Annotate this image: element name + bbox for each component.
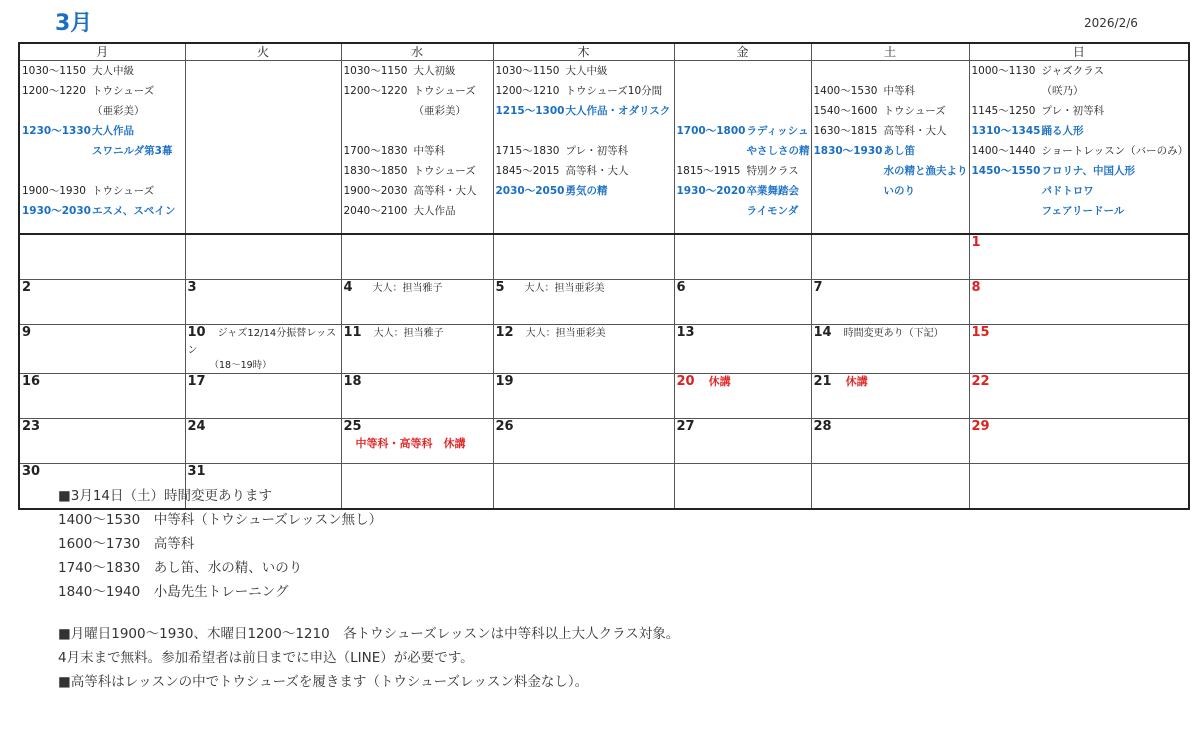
class-name: プレ・初等科	[565, 145, 629, 157]
schedule-entry	[342, 161, 493, 181]
class-name: プレ・初等科	[1041, 105, 1105, 117]
day-number: 12	[495, 325, 514, 340]
schedule-entry	[20, 81, 185, 101]
class-name: （亜彩美）	[413, 105, 466, 117]
day-number: 13	[676, 325, 695, 340]
class-name: 勇気の精	[565, 185, 608, 197]
class-time: 1845〜2015	[495, 165, 560, 177]
day-number: 3	[187, 280, 197, 295]
schedule-entry	[494, 61, 674, 81]
day-cell	[674, 280, 811, 325]
schedule-entry	[675, 141, 811, 161]
day-cell	[493, 325, 674, 374]
day-header	[812, 325, 969, 342]
class-time: 1540〜1600	[813, 105, 878, 117]
class-time: 1815〜1915	[676, 165, 741, 177]
weekly-schedule-row	[19, 61, 1189, 235]
day-number: 28	[813, 419, 832, 434]
calendar-week-row	[19, 280, 1189, 325]
day-cell	[341, 325, 493, 374]
weekday-header: 木	[493, 43, 674, 61]
day-header	[342, 280, 493, 297]
class-name: 卒業舞踏会	[746, 185, 799, 197]
day-header	[494, 374, 674, 390]
day-cancel-note: 中等科・高等科 休講	[355, 437, 466, 450]
class-name: トウシューズ	[413, 165, 476, 177]
day-number: 31	[187, 464, 206, 479]
schedule-entry	[20, 61, 185, 81]
class-time: 1030〜1150	[343, 65, 408, 77]
day-cell	[969, 234, 1189, 280]
class-name: ジャズクラス	[1041, 65, 1104, 77]
class-name: （亜彩美）	[92, 105, 145, 117]
schedule-cell	[19, 61, 185, 235]
day-number: 14	[813, 325, 832, 340]
schedule-cell	[341, 61, 493, 235]
weekday-header: 月	[19, 43, 185, 61]
class-name: 水の精と漁夫より	[883, 165, 968, 177]
day-cell	[674, 234, 811, 280]
schedule-entry	[675, 61, 811, 81]
schedule-entry	[675, 81, 811, 101]
schedule-entry	[970, 61, 1189, 81]
class-time: 1930〜2020	[676, 185, 746, 197]
schedule-cell	[493, 61, 674, 235]
day-note: 時間変更あり（下記）	[843, 328, 944, 339]
month-title: 3月	[55, 11, 93, 36]
schedule-entry	[675, 161, 811, 181]
class-name: ラディッシュ	[746, 125, 809, 137]
schedule-entry	[20, 141, 185, 161]
day-note: 休講	[845, 375, 868, 388]
schedule-entry	[812, 61, 969, 81]
class-time: 1830〜1930	[813, 145, 883, 157]
day-number: 16	[22, 374, 41, 389]
day-cell	[185, 325, 341, 374]
schedule-entry	[675, 101, 811, 121]
day-header	[20, 419, 185, 435]
class-time: 1215〜1300	[495, 105, 565, 117]
class-name: トウシューズ	[413, 85, 476, 97]
day-header	[970, 419, 1189, 435]
day-header	[970, 325, 1189, 341]
class-name: スワニルダ第3幕	[92, 145, 173, 157]
class-name: 踊る人形	[1041, 125, 1084, 137]
class-time: 1145〜1250	[971, 105, 1036, 117]
day-cell	[493, 280, 674, 325]
notes-line: 1400〜1530 中等科（トウシューズレッスン無し）	[58, 512, 383, 528]
class-name: 大人中級	[565, 65, 608, 77]
weekday-header: 金	[674, 43, 811, 61]
day-number: 30	[22, 464, 41, 479]
notes-spacer	[58, 604, 679, 622]
day-cell	[19, 374, 185, 419]
notes-line: ■月曜日1900〜1930、木曜日1200〜1210 各トウシューズレッスンは中等科以上大人クラス対象。	[58, 626, 680, 642]
class-name: フロリナ、中国人形	[1041, 165, 1136, 177]
schedule-entry	[812, 181, 969, 201]
day-number: 10	[187, 325, 206, 340]
schedule-entry	[342, 81, 493, 101]
day-cell	[811, 419, 969, 464]
schedule-entry	[20, 161, 185, 181]
day-header	[812, 419, 969, 435]
class-time: 1715〜1830	[495, 145, 560, 157]
day-cell	[969, 374, 1189, 419]
weekday-header: 土	[811, 43, 969, 61]
schedule-entry	[675, 121, 811, 141]
schedule-entry	[494, 201, 674, 221]
day-cell	[185, 234, 341, 280]
day-number: 25	[343, 419, 362, 434]
day-header	[812, 280, 969, 296]
notes-section	[58, 484, 679, 694]
calendar-week-row	[19, 234, 1189, 280]
day-number: 2	[22, 280, 32, 295]
class-time: 1630〜1815	[813, 125, 878, 137]
day-header	[494, 280, 674, 297]
day-cell	[341, 419, 493, 464]
class-time: 1900〜2030	[343, 185, 408, 197]
notes-line: 1740〜1830 あし笛、水の精、いのり	[58, 560, 303, 576]
class-time: 1230〜1330	[22, 125, 91, 137]
day-number: 11	[343, 325, 362, 340]
class-time: 1700〜1830	[343, 145, 408, 157]
schedule-cell	[674, 61, 811, 235]
notes-line: 1840〜1940 小島先生トレーニング	[58, 584, 289, 600]
schedule-entry	[675, 181, 811, 201]
day-cell	[19, 325, 185, 374]
day-header	[494, 325, 674, 342]
class-name: 中等科	[413, 145, 445, 157]
class-name: トウシューズ	[883, 105, 946, 117]
day-header	[186, 374, 341, 390]
day-header	[970, 235, 1189, 251]
day-header	[342, 325, 493, 342]
day-cell	[811, 234, 969, 280]
schedule-entry	[342, 141, 493, 161]
day-header	[675, 280, 811, 296]
day-cell	[19, 280, 185, 325]
calendar-week-row	[19, 374, 1189, 419]
schedule-entry	[342, 181, 493, 201]
schedule-entry	[342, 101, 493, 121]
day-cell	[185, 419, 341, 464]
day-cell	[185, 280, 341, 325]
class-name: 大人中級	[92, 65, 134, 77]
class-name: いのり	[883, 185, 915, 197]
day-number: 7	[813, 280, 823, 295]
day-header	[20, 374, 185, 390]
day-number: 20	[676, 374, 695, 389]
day-number: 18	[343, 374, 362, 389]
class-name: ショートレッスン（バーのみ）	[1041, 145, 1189, 157]
class-name: 高等科・大人	[565, 165, 629, 177]
day-header	[342, 374, 493, 390]
class-time: 1700〜1800	[676, 125, 746, 137]
day-number: 24	[187, 419, 206, 434]
calendar-table	[18, 42, 1190, 510]
schedule-entry	[20, 201, 185, 221]
schedule-entry	[494, 121, 674, 141]
day-number: 19	[495, 374, 514, 389]
day-cell	[19, 234, 185, 280]
schedule-entry	[812, 141, 969, 161]
schedule-entry	[812, 121, 969, 141]
schedule-entry	[20, 101, 185, 121]
day-number: 4	[343, 280, 353, 295]
schedule-entry	[812, 201, 969, 221]
day-number: 9	[22, 325, 32, 340]
day-header	[342, 419, 493, 435]
day-number: 17	[187, 374, 206, 389]
day-cell	[674, 464, 811, 510]
day-note: 大人：担当雅子	[373, 328, 444, 339]
day-header	[675, 419, 811, 435]
class-name: トウシューズ	[92, 85, 155, 97]
day-cell	[341, 374, 493, 419]
class-time: 1830〜1850	[343, 165, 408, 177]
class-time: 2040〜2100	[343, 205, 408, 217]
schedule-entry	[812, 161, 969, 181]
day-cell	[493, 419, 674, 464]
day-header	[675, 374, 811, 390]
notes-line: ■高等科はレッスンの中でトウシューズを履きます（トウシューズレッスン料金なし）。	[58, 674, 589, 690]
day-number: 5	[495, 280, 505, 295]
schedule-entry	[20, 181, 185, 201]
schedule-entry	[675, 201, 811, 221]
schedule-entry	[494, 161, 674, 181]
class-time: 1930〜2030	[22, 205, 91, 217]
schedule-entry	[342, 61, 493, 81]
schedule-entry	[20, 121, 185, 141]
class-time: 1030〜1150	[495, 65, 560, 77]
class-name: 大人作品	[92, 125, 134, 137]
class-name: フェアリードール	[1041, 205, 1125, 217]
day-cell	[811, 374, 969, 419]
day-note: 休講	[708, 375, 731, 388]
day-header	[812, 374, 969, 390]
class-time: 1450〜1550	[971, 165, 1041, 177]
day-note: 大人：担当雅子	[372, 283, 443, 294]
class-name: やさしさの精	[746, 145, 810, 157]
class-name: 中等科	[883, 85, 915, 97]
day-cell	[811, 280, 969, 325]
notes-line: 1600〜1730 高等科	[58, 536, 195, 552]
day-cell	[674, 374, 811, 419]
notes-line: ■3月14日（土）時間変更あります	[58, 488, 273, 504]
day-cell	[969, 280, 1189, 325]
class-name: （咲乃）	[1041, 85, 1084, 97]
day-cell	[185, 374, 341, 419]
calendar-week-row	[19, 325, 1189, 374]
day-cell	[811, 464, 969, 510]
day-note-sub: （18〜19時）	[209, 360, 272, 371]
day-header	[675, 325, 811, 341]
class-name: あし笛	[883, 145, 915, 157]
class-time: 1900〜1930	[22, 185, 86, 197]
class-time: 1200〜1210	[495, 85, 560, 97]
class-name: エスメ、スペイン	[92, 205, 176, 217]
day-note: 大人：担当亜彩美	[525, 328, 606, 339]
day-cell	[969, 464, 1189, 510]
day-number: 6	[676, 280, 686, 295]
day-cell	[341, 280, 493, 325]
calendar-week-row	[19, 419, 1189, 464]
class-time: 1200〜1220	[22, 85, 86, 97]
class-time: 1200〜1220	[343, 85, 408, 97]
class-time: 1000〜1130	[971, 65, 1036, 77]
class-name: ライモンダ	[746, 205, 799, 217]
schedule-entry	[812, 81, 969, 101]
schedule-entry	[970, 141, 1189, 161]
schedule-entry	[970, 101, 1189, 121]
class-name: 大人作品	[413, 205, 456, 217]
class-name: 高等科・大人	[413, 185, 477, 197]
schedule-cell	[185, 61, 341, 235]
class-name: トウシューズ	[92, 185, 155, 197]
schedule-entry	[970, 81, 1189, 101]
day-header	[186, 464, 341, 480]
class-time: 1400〜1530	[813, 85, 878, 97]
schedule-entry	[494, 101, 674, 121]
day-header	[20, 464, 185, 480]
day-number: 21	[813, 374, 832, 389]
class-name: パドトロワ	[1041, 185, 1094, 197]
day-cell	[969, 325, 1189, 374]
schedule-entry	[970, 181, 1189, 201]
day-cell	[341, 234, 493, 280]
class-name: 特別クラス	[746, 165, 799, 177]
schedule-entry	[970, 201, 1189, 221]
class-name: 大人初級	[413, 65, 456, 77]
day-cell	[811, 325, 969, 374]
class-name: トウシューズ10分間	[565, 85, 663, 97]
notes-line: 4月末まで無料。参加希望者は前日までに申込（LINE）が必要です。	[58, 650, 474, 666]
day-header	[186, 325, 341, 359]
day-note: ジャズ12/14分振替レッスン	[187, 328, 337, 356]
class-time: 2030〜2050	[495, 185, 565, 197]
day-number: 29	[971, 419, 990, 434]
schedule-entry	[812, 101, 969, 121]
day-note: 大人：担当亜彩美	[524, 283, 605, 294]
day-number: 15	[971, 325, 990, 340]
class-time: 1030〜1150	[22, 65, 86, 77]
day-number: 26	[495, 419, 514, 434]
schedule-entry	[342, 121, 493, 141]
class-name: 高等科・大人	[883, 125, 947, 137]
day-number: 1	[971, 235, 981, 250]
schedule-entry	[342, 201, 493, 221]
day-cell	[674, 325, 811, 374]
day-number: 23	[22, 419, 41, 434]
schedule-entry	[494, 181, 674, 201]
day-header	[20, 325, 185, 341]
document-date: 2026/2/6	[1084, 16, 1138, 30]
day-header	[970, 374, 1189, 390]
day-cell	[493, 374, 674, 419]
schedule-entry	[494, 81, 674, 101]
day-header	[970, 280, 1189, 296]
day-cell	[493, 234, 674, 280]
day-cell	[19, 419, 185, 464]
class-name: 大人作品・オダリスク	[565, 105, 671, 117]
day-header	[494, 419, 674, 435]
day-number: 27	[676, 419, 695, 434]
class-time: 1400〜1440	[971, 145, 1036, 157]
day-header	[186, 280, 341, 296]
day-number: 8	[971, 280, 981, 295]
day-cell	[969, 419, 1189, 464]
day-header	[186, 419, 341, 435]
schedule-cell	[811, 61, 969, 235]
weekday-header: 水	[341, 43, 493, 61]
schedule-entry	[970, 121, 1189, 141]
class-time: 1310〜1345	[971, 125, 1041, 137]
weekday-header: 火	[185, 43, 341, 61]
day-cell	[674, 419, 811, 464]
day-number: 22	[971, 374, 990, 389]
schedule-entry	[970, 161, 1189, 181]
weekday-header: 日	[969, 43, 1189, 61]
schedule-entry	[494, 141, 674, 161]
weekday-header-row	[19, 43, 1189, 61]
schedule-cell	[969, 61, 1189, 235]
day-header	[20, 280, 185, 296]
